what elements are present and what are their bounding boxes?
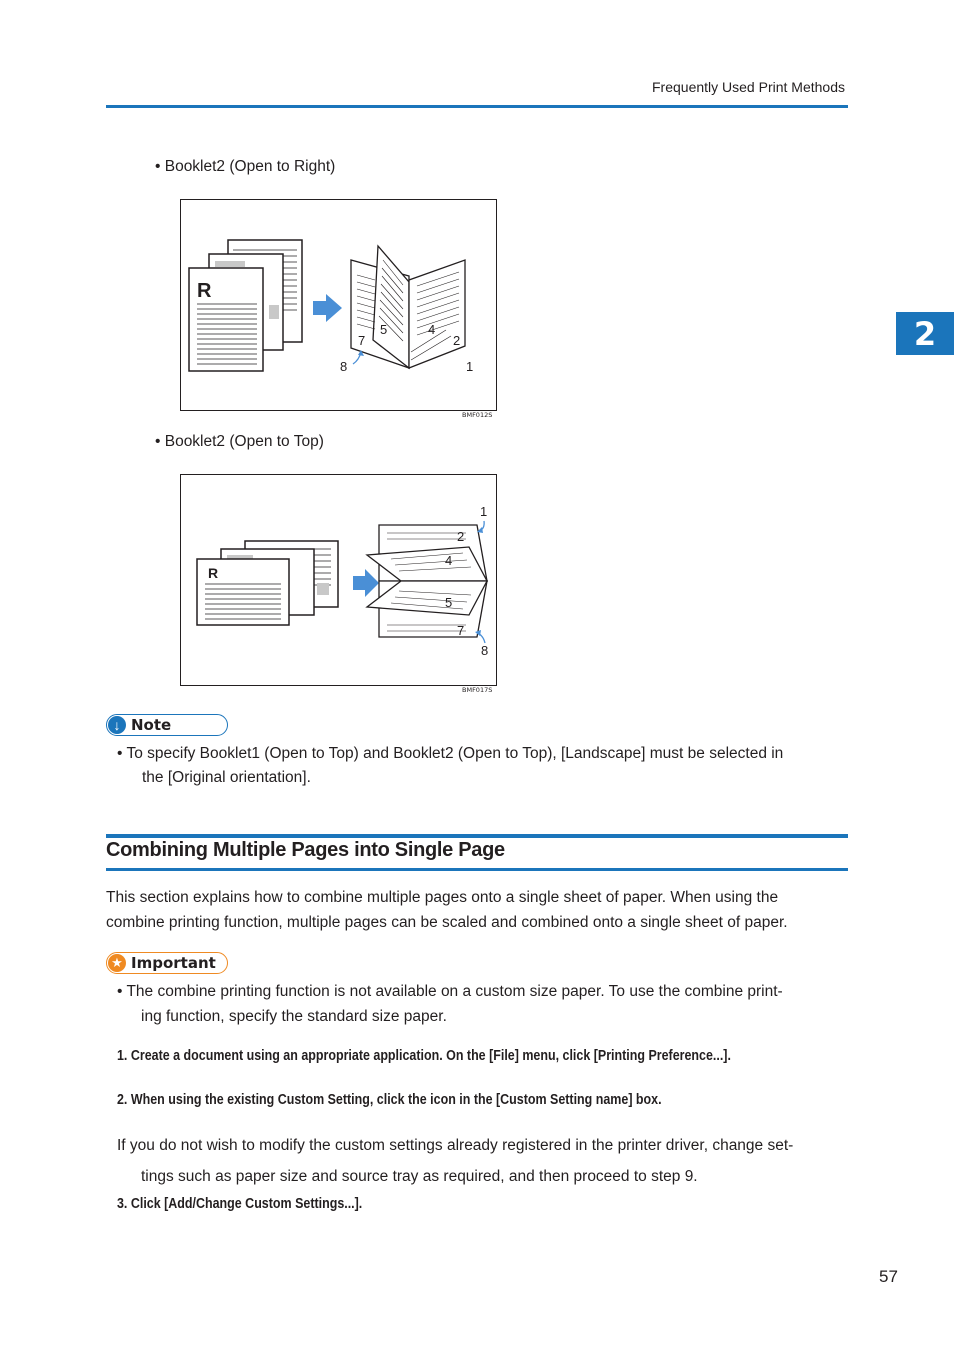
- section-title: Combining Multiple Pages into Single Page: [106, 839, 505, 861]
- section-rule-bottom: [106, 868, 848, 871]
- booklet-open-right-diagram: [181, 200, 496, 410]
- star-icon: ★: [108, 954, 126, 972]
- page-number: 57: [879, 1267, 898, 1286]
- step-2: 2. When using the existing Custom Setting, click the icon in the [Custom Setting name] box.: [117, 1092, 662, 1108]
- figure1-page-2: 2: [453, 333, 461, 348]
- section-intro-line1: This section explains how to combine multiple pages onto a single sheet of paper. When using the: [106, 889, 779, 906]
- figure1-page-8: 8: [340, 359, 348, 374]
- figure1-illustration: [180, 199, 497, 411]
- figure1-page-5: 5: [380, 322, 388, 337]
- note-text-line2: the [Original orientation].: [142, 769, 311, 786]
- figure2-page-4: 4: [445, 553, 453, 568]
- booklet-open-top-diagram: [181, 475, 496, 685]
- figure2-page-7: 7: [457, 623, 465, 638]
- figure2-illustration: [180, 474, 497, 686]
- note-badge: [106, 714, 228, 736]
- important-text-line2: ing function, specify the standard size paper.: [141, 1008, 447, 1025]
- header-rule: [106, 105, 848, 108]
- figure1-page-4: 4: [428, 322, 436, 337]
- figure2-page-8: 8: [481, 643, 489, 658]
- step-3: 3. Click [Add/Change Custom Settings...].: [117, 1196, 363, 1212]
- section-rule-top: [106, 834, 848, 838]
- step-2-body-line2: tings such as paper size and source tray as required, and then proceed to step 9.: [141, 1168, 698, 1185]
- important-label: Important: [131, 954, 216, 972]
- step-1: 1. Create a document using an appropriate application. On the [File] menu, click [Printing Preference...].: [117, 1048, 731, 1064]
- important-badge: [106, 952, 228, 974]
- figure2-page-5: 5: [445, 595, 453, 610]
- figure1-page-7: 7: [358, 333, 366, 348]
- note-text-line1: • To specify Booklet1 (Open to Top) and Booklet2 (Open to Top), [Landscape] must be selected in: [117, 745, 784, 762]
- figure2-page-1: 1: [480, 504, 488, 519]
- figure1-letter: R: [197, 280, 212, 302]
- figure2-page-2: 2: [457, 529, 465, 544]
- figure2-code: BMF017S: [462, 686, 493, 694]
- figure1-page-1: 1: [466, 359, 474, 374]
- arrow-right-icon: [313, 294, 342, 322]
- arrow-right-icon: [353, 569, 379, 597]
- figure2-caption: • Booklet2 (Open to Top): [155, 433, 324, 450]
- down-arrow-icon: ↓: [108, 716, 126, 734]
- step-2-body-line1: If you do not wish to modify the custom settings already registered in the printer driver, change set-: [117, 1137, 794, 1154]
- figure1-caption: • Booklet2 (Open to Right): [155, 158, 336, 175]
- running-header: Frequently Used Print Methods: [652, 79, 845, 95]
- chapter-tab: 2: [896, 312, 954, 355]
- important-text-line1: • The combine printing function is not available on a custom size paper. To use the combine print-: [117, 983, 783, 1000]
- section-intro-line2: combine printing function, multiple pages can be scaled and combined onto a single sheet of paper.: [106, 914, 788, 931]
- figure1-code: BMF012S: [462, 411, 493, 419]
- note-label: Note: [131, 716, 172, 734]
- figure2-letter: R: [208, 565, 219, 581]
